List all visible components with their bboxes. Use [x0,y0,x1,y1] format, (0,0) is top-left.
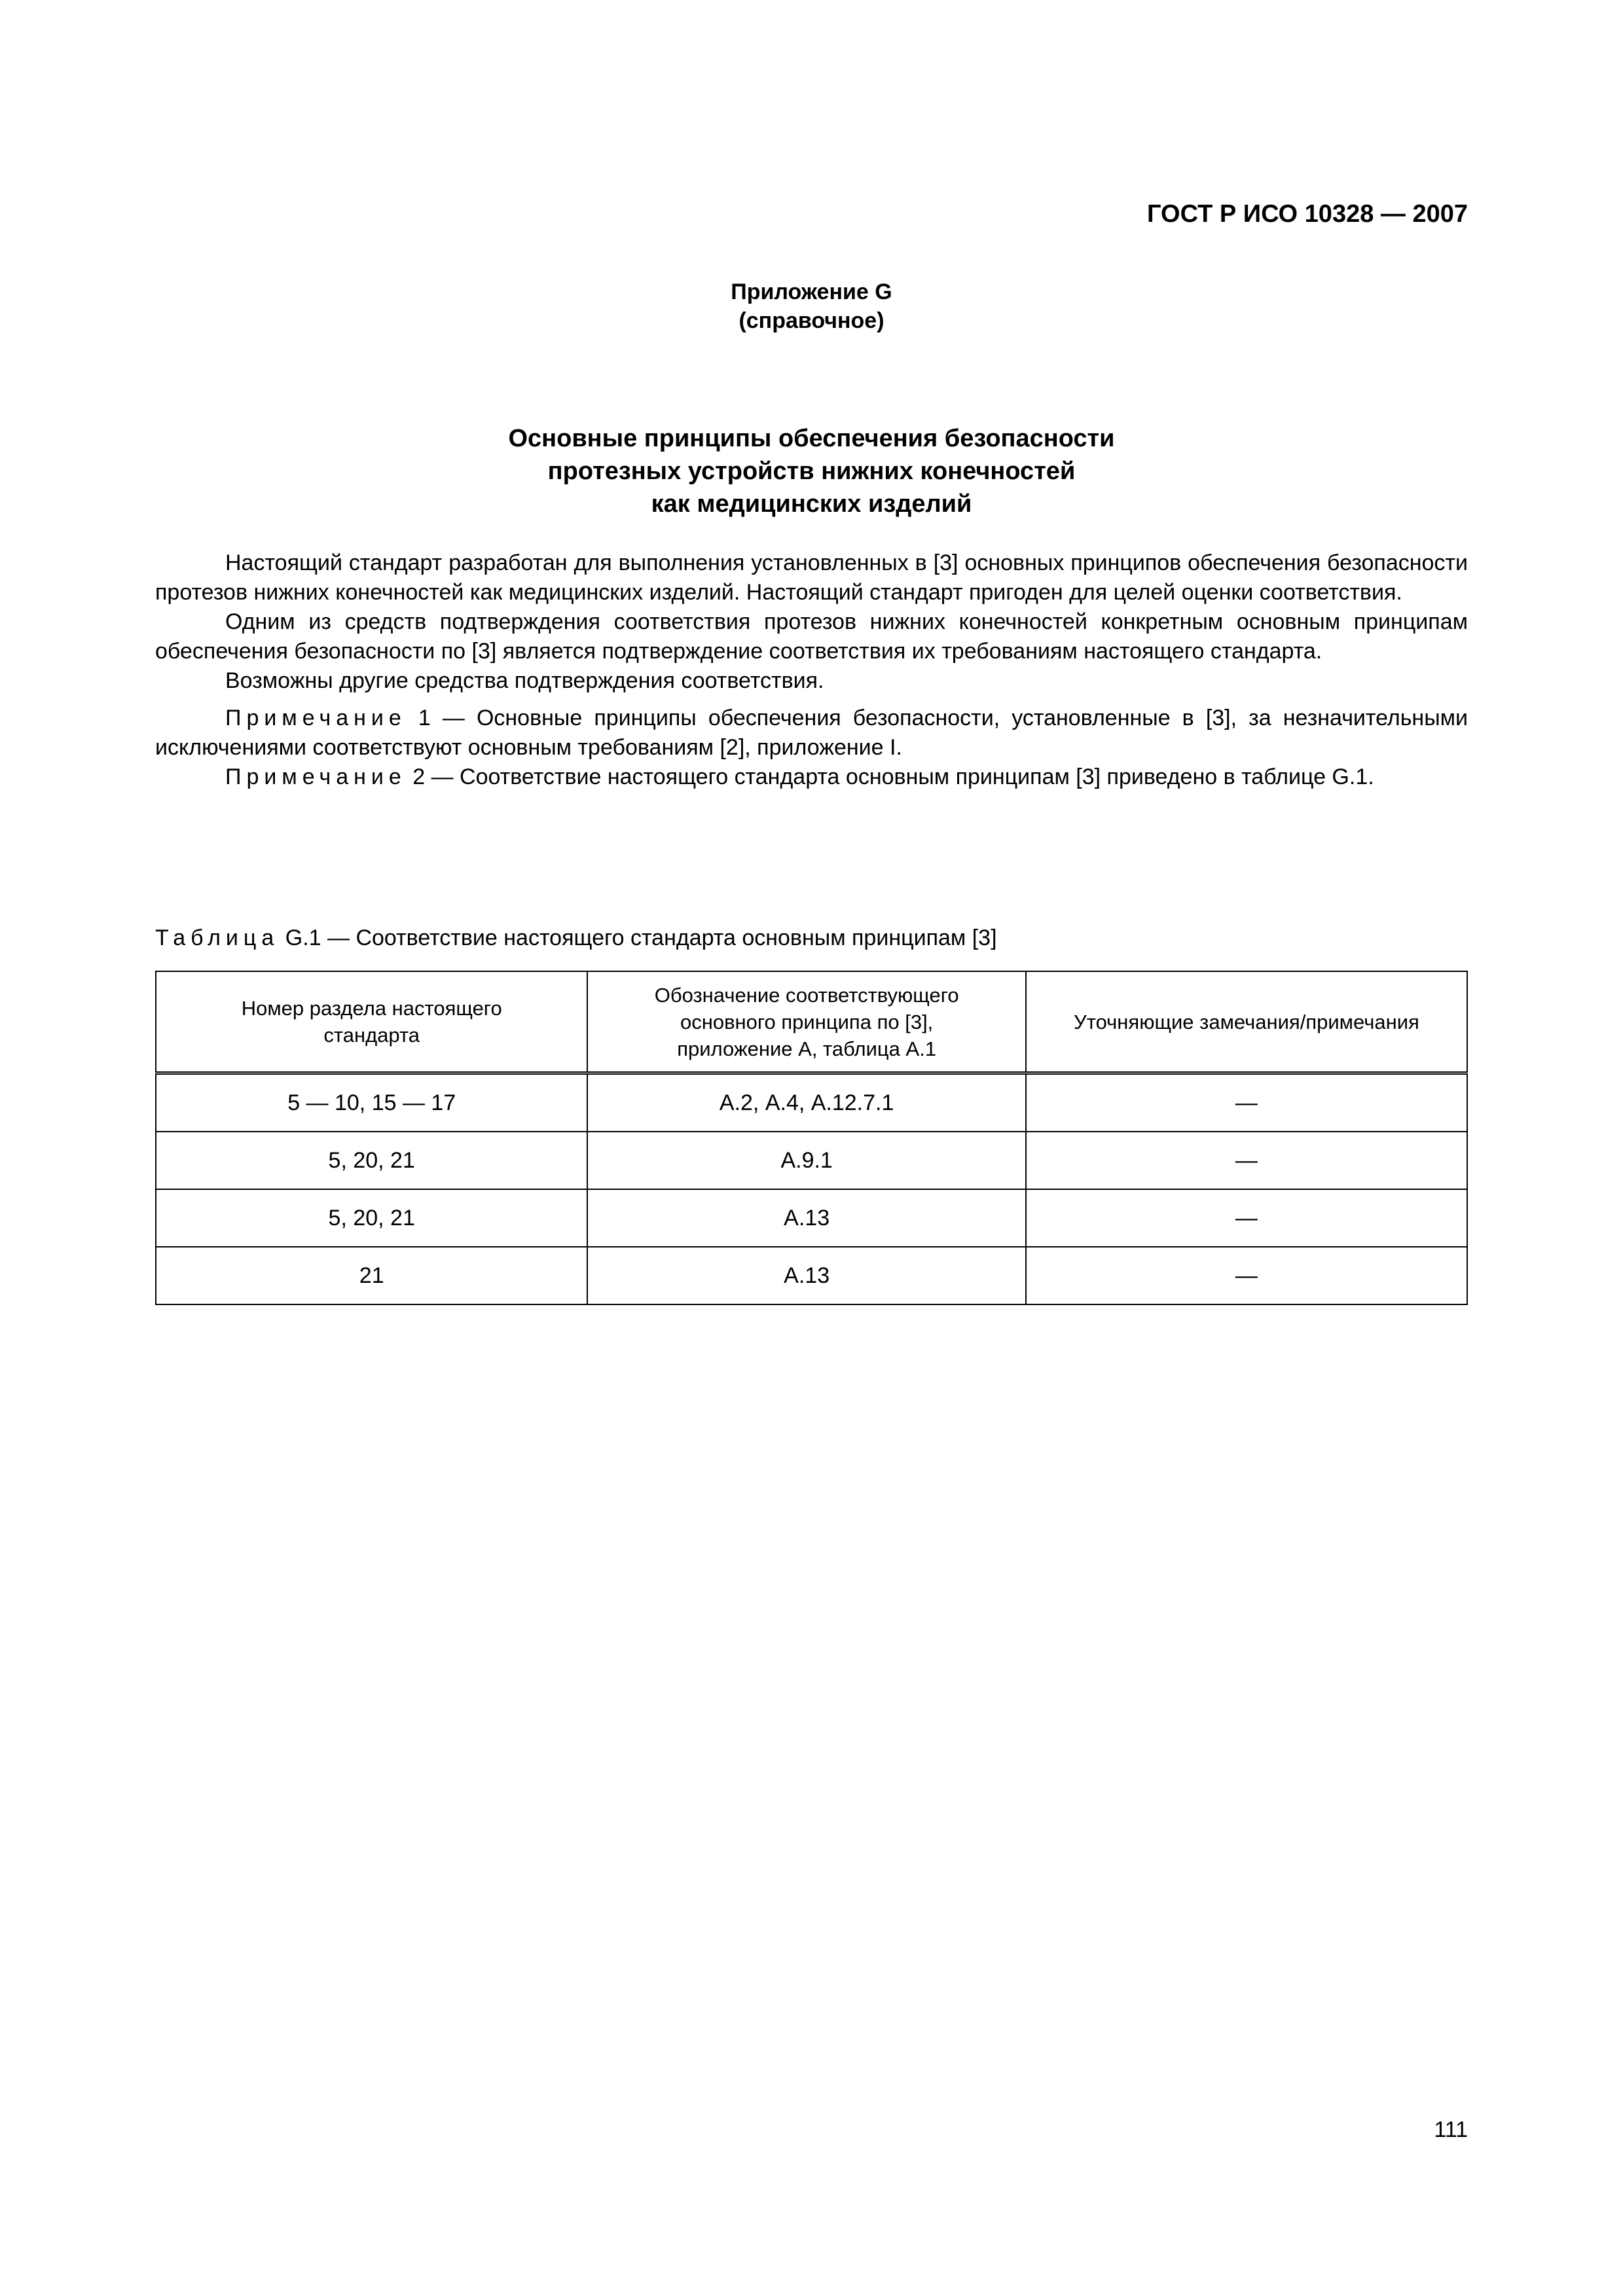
table-row [156,1073,1467,1132]
cell-remark: — [1026,1189,1467,1247]
note-1 [155,704,1468,762]
paragraph-2: Одним из средств подтверждения соответствия протезов нижних конечностей конкретным основным принципам обеспечения безопасности по [3] является подтверждение соответствия их требованиям настоящего стандарта. [155,609,1468,664]
cell-remark: — [1026,1247,1467,1304]
table-row [156,1247,1467,1304]
header-section-number: Номер раздела настоящего стандарта [156,971,587,1073]
cell-section: 5, 20, 21 [156,1132,587,1189]
appendix-heading [155,278,1468,335]
cell-remark: — [1026,1132,1467,1189]
document-page [155,0,1468,2296]
table-header-row [156,971,1467,1073]
page-number: 111 [1434,2117,1468,2142]
note-2 [155,762,1468,792]
table-caption-label: Таблица [155,925,280,950]
paragraph-3: Возможны другие средства подтверждения соответствия. [225,668,824,693]
cell-section: 5, 20, 21 [156,1189,587,1247]
note-1-text: 1 — Основные принципы обеспечения безопасности, установленные в [3], за незначительными исключениями соответствуют основным требованиям [2], приложение I. [155,706,1468,760]
cell-principle: А.13 [587,1247,1025,1304]
note-1-label: Примечание [225,706,407,730]
title-line-1: Основные принципы обеспечения безопасности [508,425,1115,452]
cell-remark: — [1026,1073,1467,1132]
cell-principle: А.2, А.4, А.12.7.1 [587,1073,1025,1132]
cell-principle: А.13 [587,1189,1025,1247]
cell-section: 5 — 10, 15 — 17 [156,1073,587,1132]
note-2-label: Примечание [225,764,407,789]
table-caption-text: G.1 — Соответствие настоящего стандарта основным принципам [3] [279,925,997,950]
header-principle-designation: Обозначение соответствующего основного принципа по [3], приложение А, таблица А.1 [587,971,1025,1073]
section-title [155,422,1468,520]
table-row [156,1189,1467,1247]
note-2-text: 2 — Соответствие настоящего стандарта основным принципам [3] приведено в таблице G.1. [406,764,1374,789]
body-text [155,548,1468,792]
paragraph-1: Настоящий стандарт разработан для выполнения установленных в [3] основных принципов обеспечения безопасности протезов нижних конечностей как медицинских изделий. Настоящий стандарт пригоден для целей оценки соответствия. [155,550,1468,605]
header-remarks: Уточняющие замечания/примечания [1026,971,1467,1073]
title-line-3: как медицинских изделий [651,490,972,518]
appendix-label: Приложение G [731,279,892,304]
table-caption [155,924,997,953]
table-row [156,1132,1467,1189]
appendix-type: (справочное) [739,308,884,333]
document-id: ГОСТ Р ИСО 10328 — 2007 [1146,200,1468,228]
cell-principle: А.9.1 [587,1132,1025,1189]
title-line-2: протезных устройств нижних конечностей [547,457,1076,485]
correspondence-table [155,971,1468,1305]
cell-section: 21 [156,1247,587,1304]
